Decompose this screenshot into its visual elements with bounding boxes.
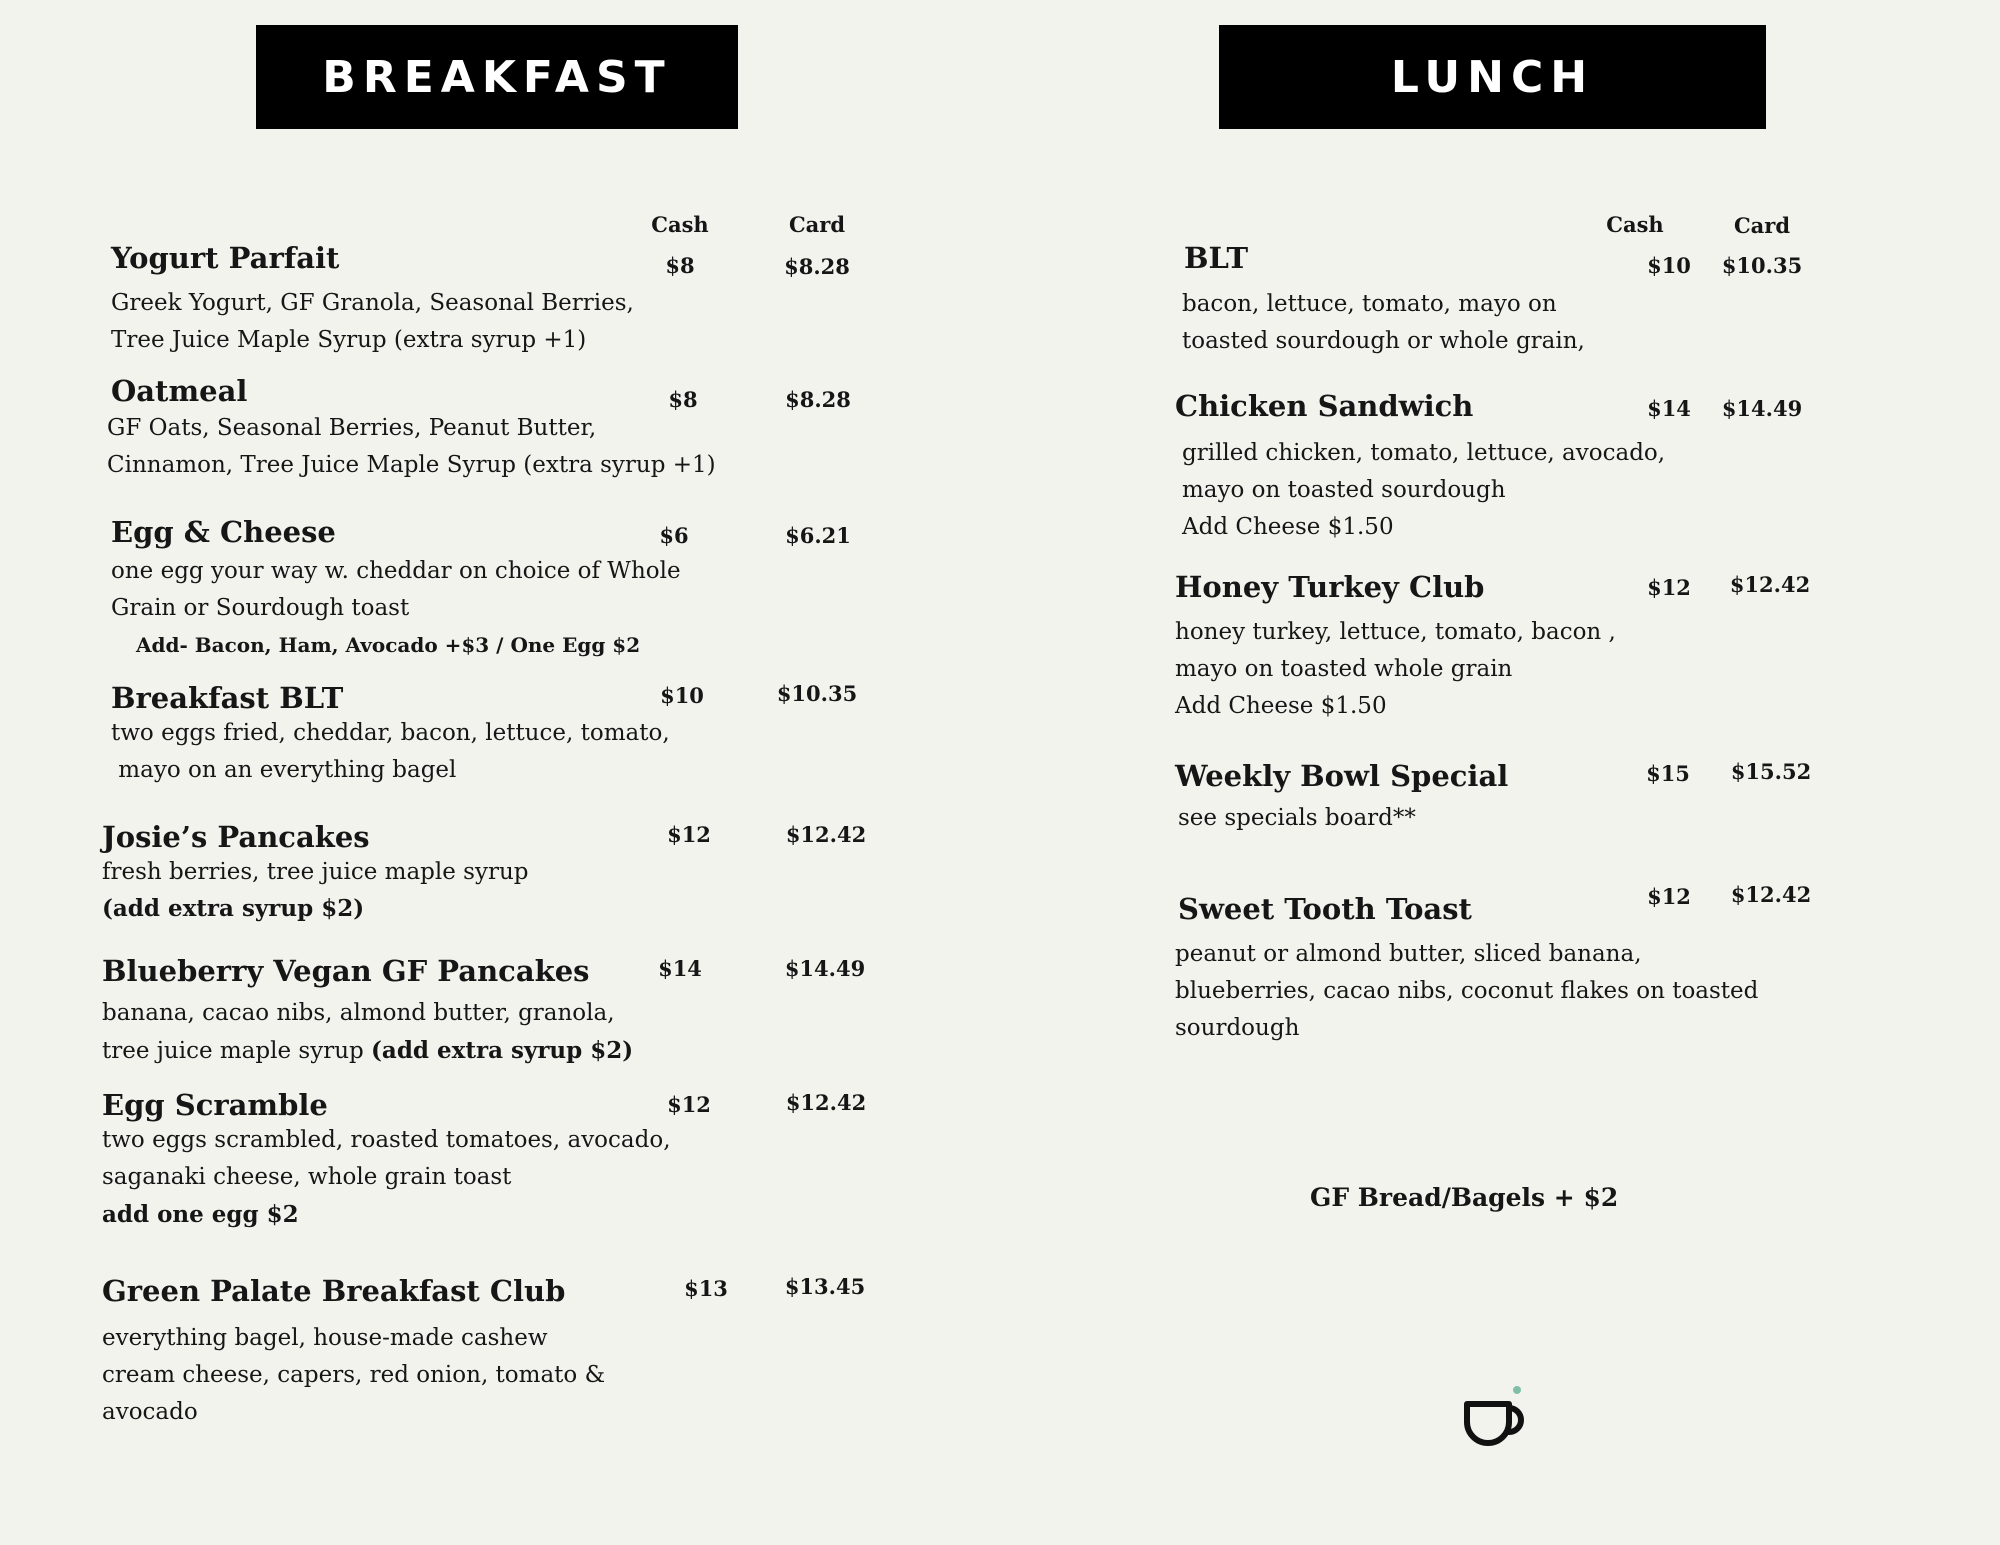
lunch-title: LUNCH	[1390, 51, 1595, 103]
item-description: honey turkey, lettuce, tomato, bacon , mayo on toasted whole grain Add Cheese $1.50	[1175, 619, 1616, 719]
item-cash-price: $12	[1647, 575, 1691, 600]
lunch-banner	[1219, 25, 1766, 129]
item-card-price: $6.21	[785, 523, 851, 548]
item-extra: add one egg $2	[102, 1201, 299, 1228]
item-description: grilled chicken, tomato, lettuce, avocado, mayo on toasted sourdough Add Cheese $1.50	[1182, 440, 1666, 540]
item-card-price: $14.49	[784, 956, 866, 981]
item-description: banana, cacao nibs, almond butter, granola, tree juice maple syrup (add extra syrup $2)	[102, 1000, 634, 1064]
item-description: Greek Yogurt, GF Granola, Seasonal Berries, Tree Juice Maple Syrup (extra syrup +1)	[111, 290, 634, 353]
item-name: Honey Turkey Club	[1175, 570, 1485, 604]
item-card-price: $13.45	[784, 1274, 866, 1299]
item-cash-price: $8	[668, 387, 698, 412]
item-description: everything bagel, house-made cashew cream cheese, capers, red onion, tomato & avocado	[102, 1325, 606, 1425]
item-card-price: $12.42	[1729, 572, 1811, 597]
item-cash-price: $12	[667, 822, 711, 847]
item-name: Green Palate Breakfast Club	[102, 1274, 566, 1308]
breakfast-title: BREAKFAST	[322, 51, 672, 103]
coffee-cup-icon	[1455, 1382, 1545, 1464]
item-cash-price: $8	[665, 253, 695, 278]
item-description: peanut or almond butter, sliced banana, blueberries, cacao nibs, coconut flakes on toasted sourdough	[1175, 941, 1759, 1041]
item-cash-price: $14	[658, 956, 702, 981]
item-addon: Add- Bacon, Ham, Avocado +$3 / One Egg $2	[136, 633, 641, 657]
item-cash-price: $12	[1647, 884, 1691, 909]
item-card-price: $8.28	[785, 387, 851, 412]
item-cash-price: $12	[667, 1092, 711, 1117]
item-name: Oatmeal	[111, 374, 248, 408]
item-name: BLT	[1184, 241, 1249, 275]
item-name: Egg Scramble	[102, 1088, 328, 1122]
item-name: Breakfast BLT	[111, 681, 344, 715]
item-description: bacon, lettuce, tomato, mayo on toasted sourdough or whole grain,	[1182, 291, 1585, 354]
breakfast-cash-header: Cash	[651, 212, 709, 237]
gf-bread-note: GF Bread/Bagels + $2	[1310, 1183, 1619, 1212]
item-card-price: $15.52	[1730, 759, 1812, 784]
item-name: Weekly Bowl Special	[1175, 759, 1509, 793]
item-card-price: $10.35	[776, 681, 858, 706]
item-name: Chicken Sandwich	[1175, 389, 1474, 423]
item-card-price: $12.42	[785, 822, 867, 847]
item-name: Josie’s Pancakes	[102, 820, 370, 854]
item-description: two eggs scrambled, roasted tomatoes, avocado, saganaki cheese, whole grain toast	[102, 1127, 671, 1190]
item-cash-price: $15	[1646, 761, 1690, 786]
lunch-card-header: Card	[1733, 213, 1791, 238]
item-description: fresh berries, tree juice maple syrup	[102, 859, 529, 885]
item-name: Egg & Cheese	[111, 515, 336, 549]
item-extra: (add extra syrup $2)	[102, 895, 365, 922]
breakfast-banner	[256, 25, 738, 129]
item-name: Sweet Tooth Toast	[1178, 892, 1472, 926]
lunch-cash-header: Cash	[1606, 212, 1664, 237]
item-description: two eggs fried, cheddar, bacon, lettuce, tomato, mayo on an everything bagel	[111, 720, 670, 783]
item-card-price: $12.42	[1730, 882, 1812, 907]
breakfast-card-header: Card	[788, 212, 846, 237]
item-cash-price: $6	[659, 523, 689, 548]
item-cash-price: $10	[1647, 253, 1691, 278]
item-description: GF Oats, Seasonal Berries, Peanut Butter, Cinnamon, Tree Juice Maple Syrup (extra syrup +1)	[107, 415, 716, 478]
item-name: Blueberry Vegan GF Pancakes	[102, 954, 590, 988]
item-card-price: $12.42	[785, 1090, 867, 1115]
item-card-price: $14.49	[1721, 396, 1803, 421]
item-cash-price: $13	[684, 1276, 728, 1301]
item-card-price: $8.28	[784, 254, 850, 279]
item-name: Yogurt Parfait	[111, 241, 340, 275]
item-cash-price: $10	[660, 683, 704, 708]
item-card-price: $10.35	[1721, 253, 1803, 278]
item-cash-price: $14	[1647, 396, 1691, 421]
item-description: one egg your way w. cheddar on choice of Whole Grain or Sourdough toast	[111, 558, 681, 621]
item-description: see specials board**	[1178, 805, 1416, 831]
